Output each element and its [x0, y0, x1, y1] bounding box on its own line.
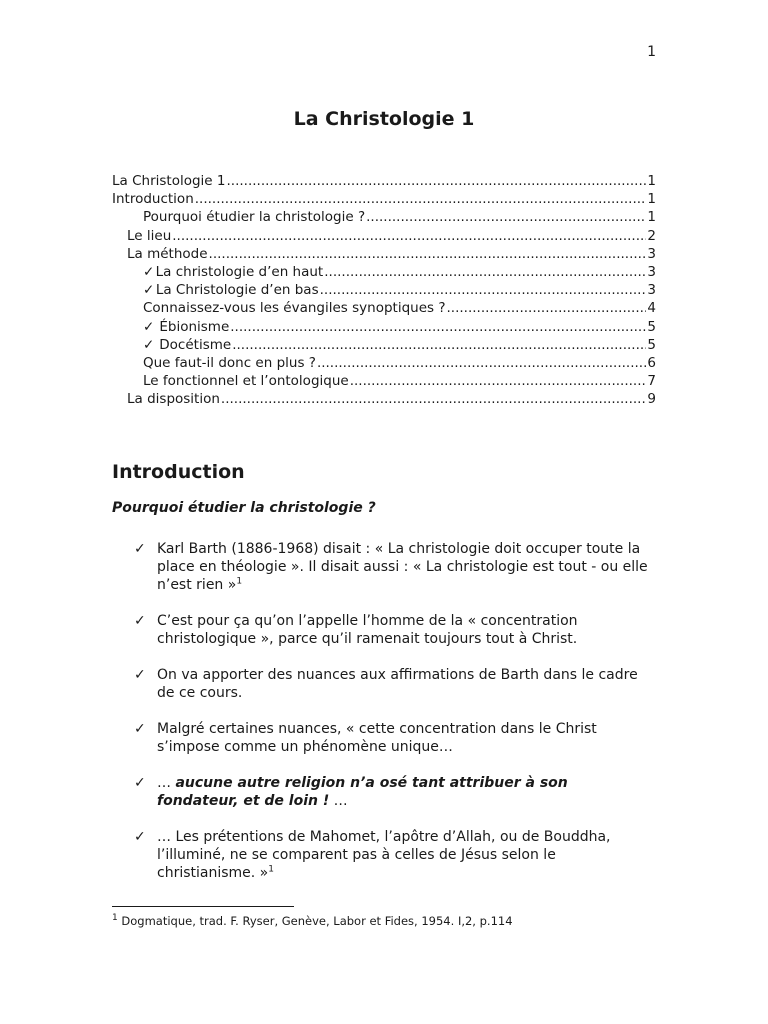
- bullet-text: On va apporter des nuances aux affirmations de Barth dans le cadre de ce cours.: [157, 667, 638, 702]
- toc-entry-page: 5: [647, 336, 656, 353]
- toc-entry-label: Ébionisme: [159, 318, 230, 335]
- toc-entry-label: La disposition: [127, 391, 220, 408]
- toc-leader: [172, 227, 646, 245]
- toc-entry-label: Pourquoi étudier la christologie ?: [143, 209, 366, 226]
- list-item: [134, 828, 654, 883]
- table-of-contents: [112, 172, 656, 408]
- toc-entry-page: 1: [647, 209, 656, 226]
- toc-entry[interactable]: [112, 190, 656, 208]
- toc-entry-label: La Christologie d’en bas: [155, 282, 319, 299]
- check-icon: ✓: [134, 828, 146, 845]
- list-item: [134, 774, 654, 810]
- toc-entry[interactable]: [112, 372, 656, 390]
- toc-leader: [226, 172, 646, 190]
- toc-entry-page: 3: [647, 263, 656, 280]
- toc-entry-page: 4: [647, 300, 656, 317]
- toc-entry-page: 2: [647, 227, 656, 244]
- check-icon: ✓: [143, 282, 155, 299]
- list-item: [134, 540, 654, 595]
- toc-entry-label: La christologie d’en haut: [155, 263, 324, 280]
- toc-entry-page: 9: [647, 391, 656, 408]
- check-icon: ✓: [134, 613, 146, 630]
- toc-entry[interactable]: [112, 354, 656, 372]
- bullet-text: Malgré certaines nuances, « cette concentration dans le Christ s’impose comme un phénomène unique…: [157, 720, 597, 756]
- toc-entry-page: 1: [647, 191, 656, 208]
- toc-entry[interactable]: [112, 172, 656, 190]
- bullet-text: aucune autre religion n’a osé tant attribuer à son fondateur, et de loin !: [157, 774, 568, 810]
- toc-leader: [209, 245, 647, 263]
- toc-leader: [350, 372, 647, 390]
- toc-leader: [366, 208, 646, 226]
- check-icon: ✓: [134, 774, 146, 791]
- toc-entry-label: La Christologie 1: [112, 173, 226, 189]
- list-item: [134, 666, 654, 702]
- toc-entry-label: Docétisme: [159, 336, 232, 353]
- toc-entry[interactable]: [112, 281, 656, 299]
- check-icon: ✓: [143, 318, 155, 335]
- toc-entry-page: 1: [647, 173, 656, 189]
- check-icon: ✓: [143, 336, 155, 353]
- section-subheading: Pourquoi étudier la christologie ?: [112, 500, 376, 516]
- bullet-text: C’est pour ça qu’on l’appelle l’homme de la « concentration christologique », parce qu’il ramenait toujours tout à Christ.: [157, 613, 578, 648]
- toc-entry[interactable]: [112, 336, 656, 354]
- bullet-text: … Les prétentions de Mahomet, l’apôtre d’Allah, ou de Bouddha, l’illuminé, ne se comparent pas à celles de Jésus selon le christianisme. »: [157, 828, 611, 882]
- list-item: [134, 720, 654, 756]
- toc-entry[interactable]: [112, 299, 656, 317]
- toc-entry[interactable]: [112, 263, 656, 281]
- toc-entry-label: Que faut-il donc en plus ?: [143, 354, 316, 371]
- toc-leader: [230, 318, 646, 336]
- toc-leader: [317, 354, 646, 372]
- check-icon: ✓: [134, 541, 146, 557]
- bullet-text: Karl Barth (1886-1968) disait : « La christologie doit occuper toute la place en théologie ». Il disait aussi : « La christologie est tout - ou elle n’est rien »: [157, 541, 648, 594]
- toc-entry-page: 7: [647, 373, 656, 390]
- check-icon: ✓: [143, 263, 155, 280]
- toc-entry-label: Le fonctionnel et l’ontologique: [143, 373, 349, 390]
- toc-entry[interactable]: [112, 390, 656, 408]
- section-heading: Introduction: [112, 461, 245, 483]
- bullet-list: [134, 540, 654, 900]
- toc-entry[interactable]: [112, 227, 656, 245]
- toc-leader: [232, 336, 646, 354]
- toc-entry-page: 5: [647, 318, 656, 335]
- toc-entry[interactable]: [112, 208, 656, 226]
- toc-entry-label: Connaissez-vous les évangiles synoptiques ?: [143, 300, 446, 317]
- document-title: La Christologie 1: [293, 108, 475, 130]
- check-icon: ✓: [134, 667, 146, 684]
- footnote-separator: [112, 906, 294, 907]
- toc-leader: [447, 299, 647, 317]
- footnote-reference[interactable]: 1: [236, 576, 243, 587]
- page-number: 1: [647, 44, 656, 60]
- toc-entry-label: Introduction: [112, 191, 194, 208]
- toc-leader: [320, 281, 647, 299]
- footnote-text: Dogmatique, trad. F. Ryser, Genève, Labor et Fides, 1954. I,2, p.114: [121, 914, 513, 928]
- toc-entry-label: Le lieu: [127, 227, 172, 244]
- list-item: [134, 612, 654, 648]
- toc-leader: [324, 263, 646, 281]
- toc-entry-page: 3: [647, 282, 656, 299]
- ellipsis-prefix: …: [157, 774, 176, 791]
- toc-leader: [195, 190, 647, 208]
- toc-entry[interactable]: [112, 318, 656, 336]
- toc-entry[interactable]: [112, 245, 656, 263]
- ellipsis-suffix: …: [329, 793, 348, 810]
- toc-entry-page: 6: [647, 354, 656, 371]
- toc-entry-page: 3: [647, 245, 656, 262]
- footnote: [112, 914, 513, 928]
- toc-entry-label: La méthode: [127, 245, 208, 262]
- check-icon: ✓: [134, 720, 146, 737]
- toc-leader: [221, 390, 646, 408]
- footnote-reference[interactable]: 1: [268, 864, 274, 875]
- footnote-marker: 1: [112, 913, 118, 924]
